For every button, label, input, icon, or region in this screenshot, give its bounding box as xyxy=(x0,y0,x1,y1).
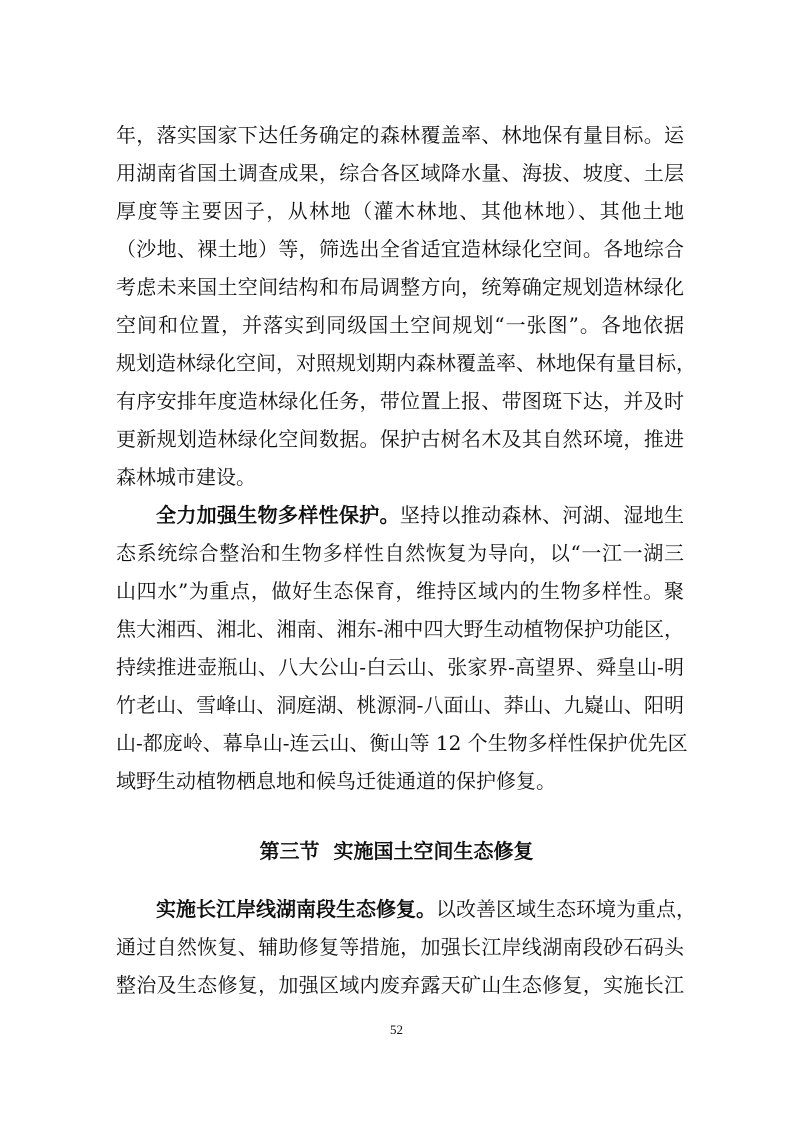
paragraph-line: 空间和位置，并落实到同级国土空间规划“一张图”。各地依据 xyxy=(116,313,684,337)
paragraph-line: 态系统综合整治和生物多样性自然恢复为导向，以“一江一湖三 xyxy=(116,541,684,565)
paragraph-line: 持续推进壶瓶山、八大公山-白云山、张家界-高望界、舜皇山-明 xyxy=(116,655,684,679)
paragraph-lead: 实施长江岸线湖南段生态修复。 xyxy=(156,897,436,921)
paragraph-line: 通过自然恢复、辅助修复等措施，加强长江岸线湖南段砂石码头 xyxy=(116,935,684,959)
paragraph-line: 更新规划造林绿化空间数据。保护古树名木及其自然环境，推进 xyxy=(116,427,684,451)
paragraph-lead: 全力加强生物多样性保护。 xyxy=(156,503,400,527)
page-number: 52 xyxy=(390,1022,403,1037)
paragraph-line: 域野生动植物栖息地和候鸟迁徙通道的保护修复。 xyxy=(116,769,556,793)
paragraph-line: 厚度等主要因子，从林地（灌木林地、其他林地）、其他土地 xyxy=(116,199,684,223)
paragraph-text: 坚持以推动森林、河湖、湿地生 xyxy=(399,503,685,527)
paragraph-line: （沙地、裸土地）等，筛选出全省适宜造林绿化空间。各地综合 xyxy=(116,237,684,261)
paragraph-line: 规划造林绿化空间，对照规划期内森林覆盖率、林地保有量目标， xyxy=(116,351,696,375)
paragraph-line: 有序安排年度造林绿化任务，带位置上报、带图斑下达，并及时 xyxy=(116,389,684,413)
paragraph-line: 山-都庞岭、幕阜山-连云山、衡山等 12 个生物多样性保护优先区 xyxy=(116,731,688,755)
paragraph-line: 山四水”为重点，做好生态保育，维持区域内的生物多样性。聚 xyxy=(116,579,684,603)
paragraph-line: 焦大湘西、湘北、湘南、湘东-湘中四大野生动植物保护功能区， xyxy=(116,617,684,641)
paragraph-text: 以改善区域生态环境为重点， xyxy=(436,897,696,921)
paragraph-line: 竹老山、雪峰山、洞庭湖、桃源洞-八面山、莽山、九嶷山、阳明 xyxy=(116,693,684,717)
paragraph-line: 年，落实国家下达任务确定的森林覆盖率、林地保有量目标。运 xyxy=(116,123,684,147)
paragraph-line: 用湖南省国土调查成果，综合各区域降水量、海拔、坡度、土层 xyxy=(116,161,684,185)
paragraph-line: 整治及生态修复，加强区域内废弃露天矿山生态修复，实施长江 xyxy=(116,973,684,997)
paragraph-line: 考虑未来国土空间结构和布局调整方向，统筹确定规划造林绿化 xyxy=(116,275,684,299)
section-heading: 第三节 实施国土空间生态修复 xyxy=(259,839,534,863)
paragraph-line: 森林城市建设。 xyxy=(116,465,256,489)
paragraph-first-line xyxy=(156,502,684,528)
paragraph-first-line xyxy=(156,896,696,922)
